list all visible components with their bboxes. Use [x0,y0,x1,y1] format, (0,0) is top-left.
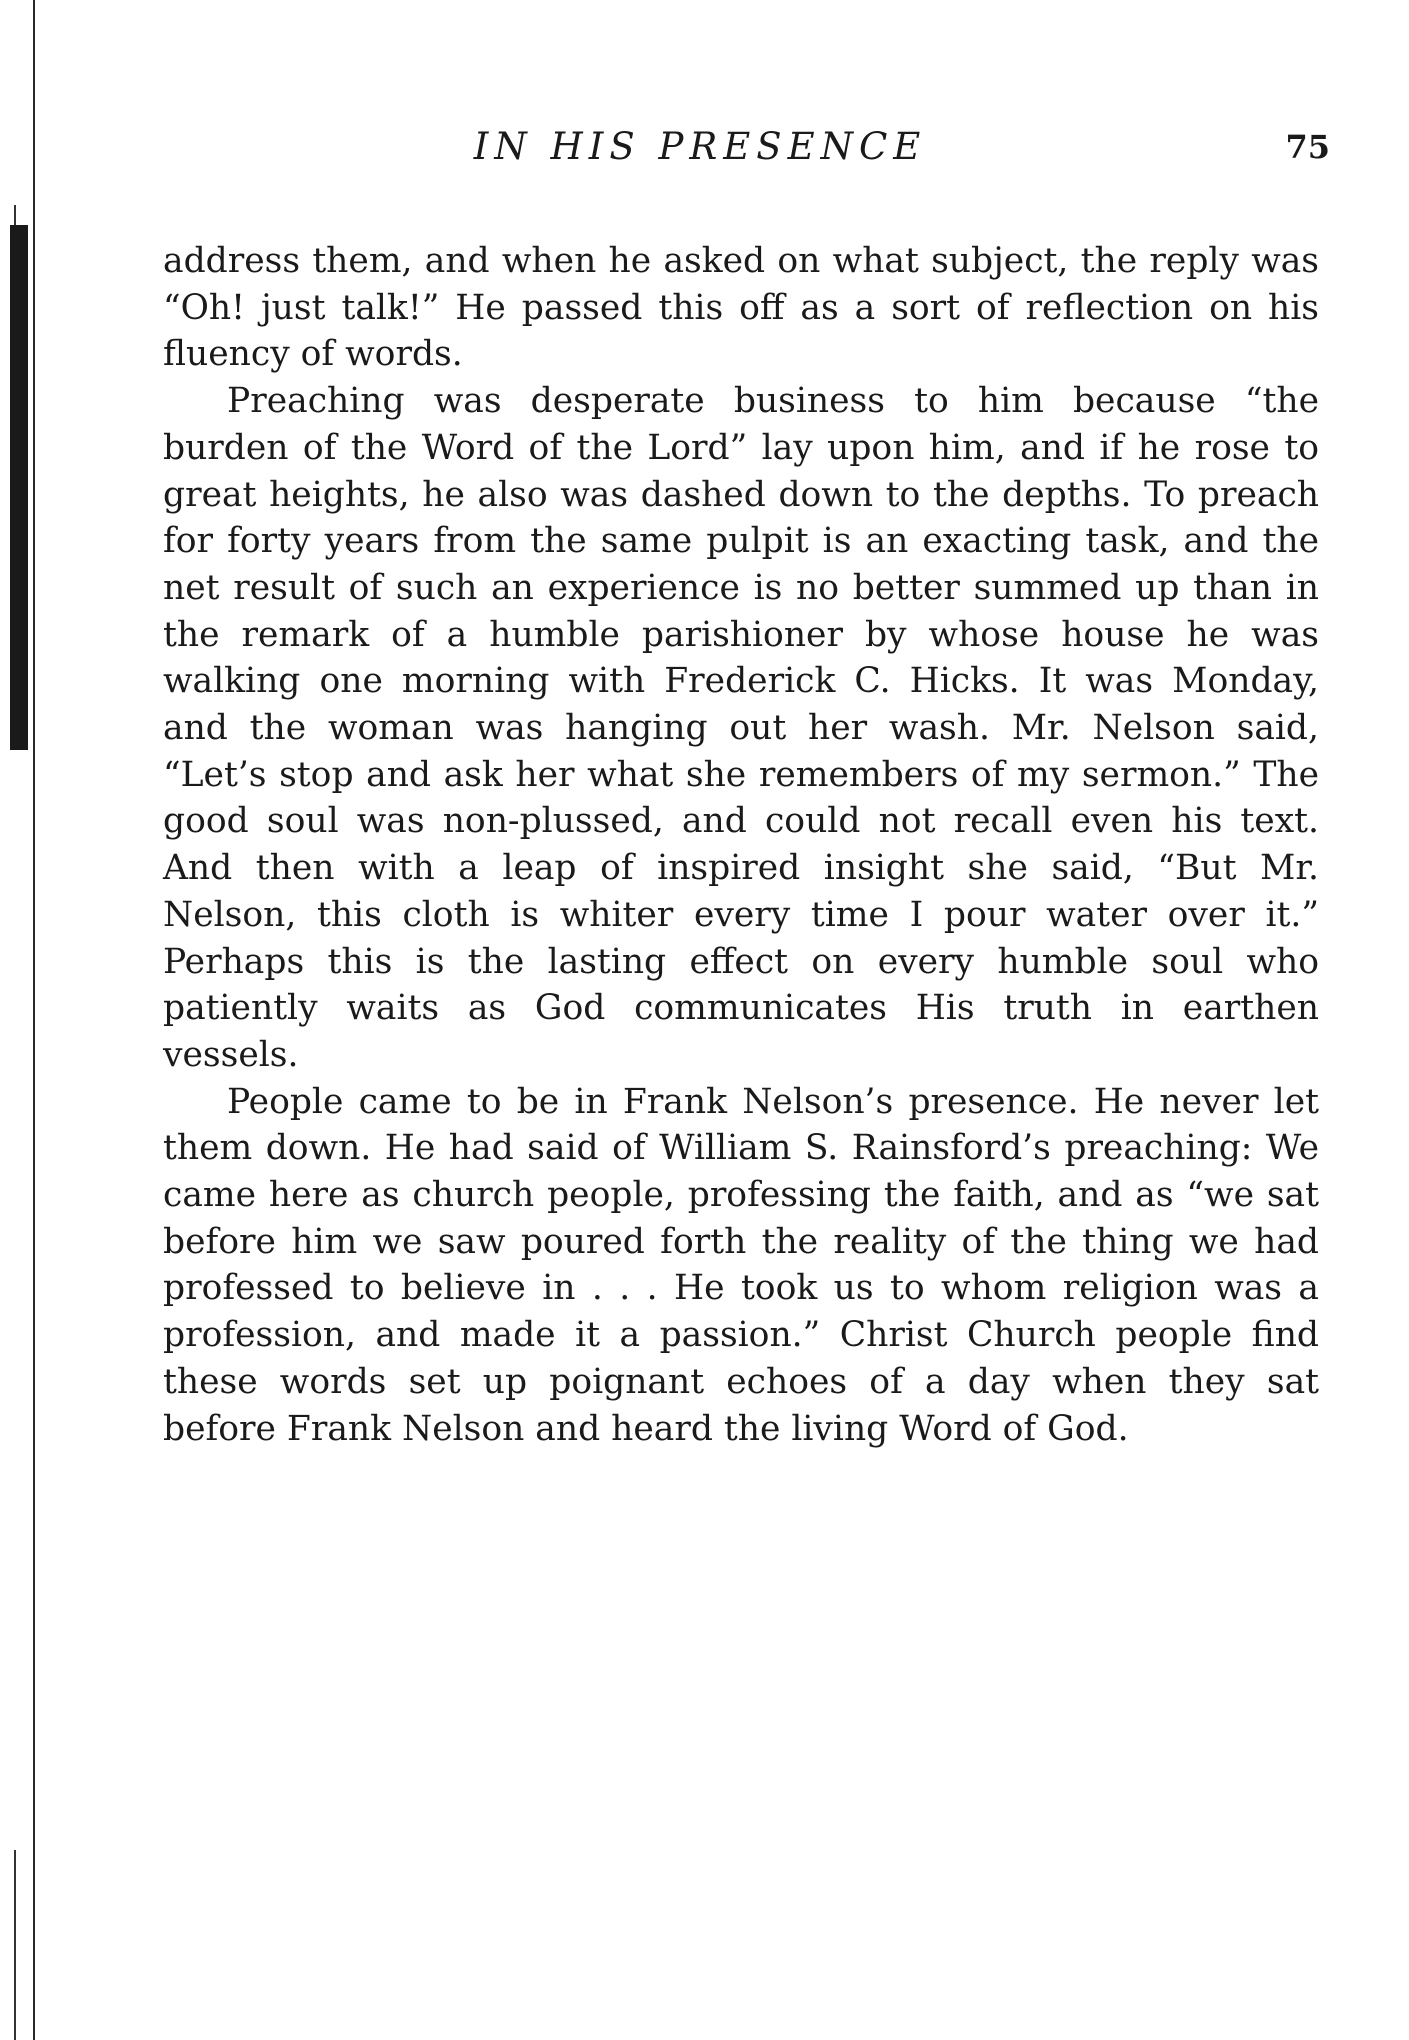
binding-mark-bottom [14,1850,16,2040]
binding-mark-top [14,205,16,225]
page-binding-shadow [10,225,28,750]
page-binding-edge [33,0,35,2040]
running-head [0,122,1409,172]
body-text [163,238,1319,1452]
page-number: 75 [1285,128,1330,166]
paragraph-3: People came to be in Frank Nelson’s presence. He never let them down. He had said of William S. Rainsford’s preaching: We came here as church people, professing the faith, and as “we sat before him we saw poured forth the reality of the thing we had professed to believe in . . . He took us to whom religion was a profession, and made it a passion.” Christ Church people find these words set up poignant echoes of a day when they sat before Frank Nelson and heard the living Word of God. [163,1081,1319,1449]
running-title: IN HIS PRESENCE [473,125,927,168]
paragraph-2: Preaching was desperate business to him because “the burden of the Word of the Lord” lay upon him, and if he rose to great heights, he also was dashed down to the depths. To preach for forty years from the same pulpit is an exacting task, and the net result of such an experience is no better summed up than in the remark of a humble parishioner by whose house he was walking one morning with Frederick C. Hicks. It was Monday, and the woman was hanging out her wash. Mr. Nelson said, “Let’s stop and ask her what she remembers of my sermon.” The good soul was non-plussed, and could not recall even his text. And then with a leap of inspired insight she said, “But Mr. Nelson, this cloth is whiter every time I pour water over it.” Perhaps this is the lasting effect on every humble soul who patiently waits as God communicates His truth in earthen vessels. [163,381,1319,1075]
paragraph-1: address them, and when he asked on what subject, the reply was “Oh! just talk!” He passed this off as a sort of reflection on his fluency of words. [163,241,1319,375]
